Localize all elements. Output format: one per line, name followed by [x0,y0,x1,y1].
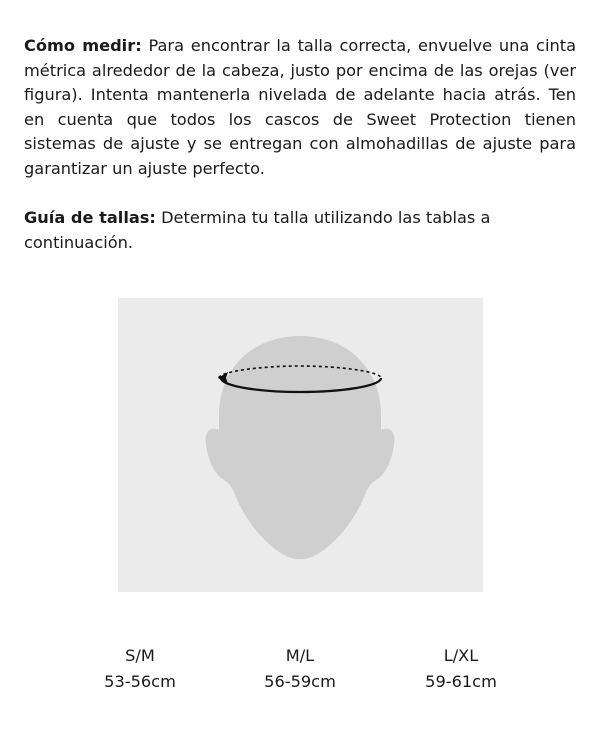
measure-heading: Cómo medir: [24,36,142,55]
size-label: L/XL [443,646,479,665]
size-range: 53-56cm [104,672,176,691]
size-column-lxl [401,643,521,695]
size-range: 56-59cm [264,672,336,691]
head-measurement-icon [118,298,483,592]
size-guide-paragraph [24,206,576,255]
size-table [0,643,600,703]
size-label: M/L [285,646,315,665]
size-column-ml [240,643,360,695]
size-guide-text: Determina tu talla utilizando las tablas a continuación. [24,208,491,252]
measure-paragraph [24,34,576,181]
size-column-sm [80,643,200,695]
measure-text: Para encontrar la talla correcta, envuelve una cinta métrica alrededor de la cabeza, justo por encima de las orejas (ver figura). Intenta mantenerla nivelada de adelante hacia atrás. Ten en cuenta que todos los cascos de Sweet Protection tienen sistemas de ajuste y se entregan con almohadillas de ajuste para garantizar un ajuste perfecto. [24,36,576,178]
size-label: S/M [125,646,155,665]
head-silhouette [206,336,395,559]
size-range: 59-61cm [425,672,497,691]
size-guide-heading: Guía de tallas: [24,208,156,227]
head-measurement-figure [118,298,483,592]
